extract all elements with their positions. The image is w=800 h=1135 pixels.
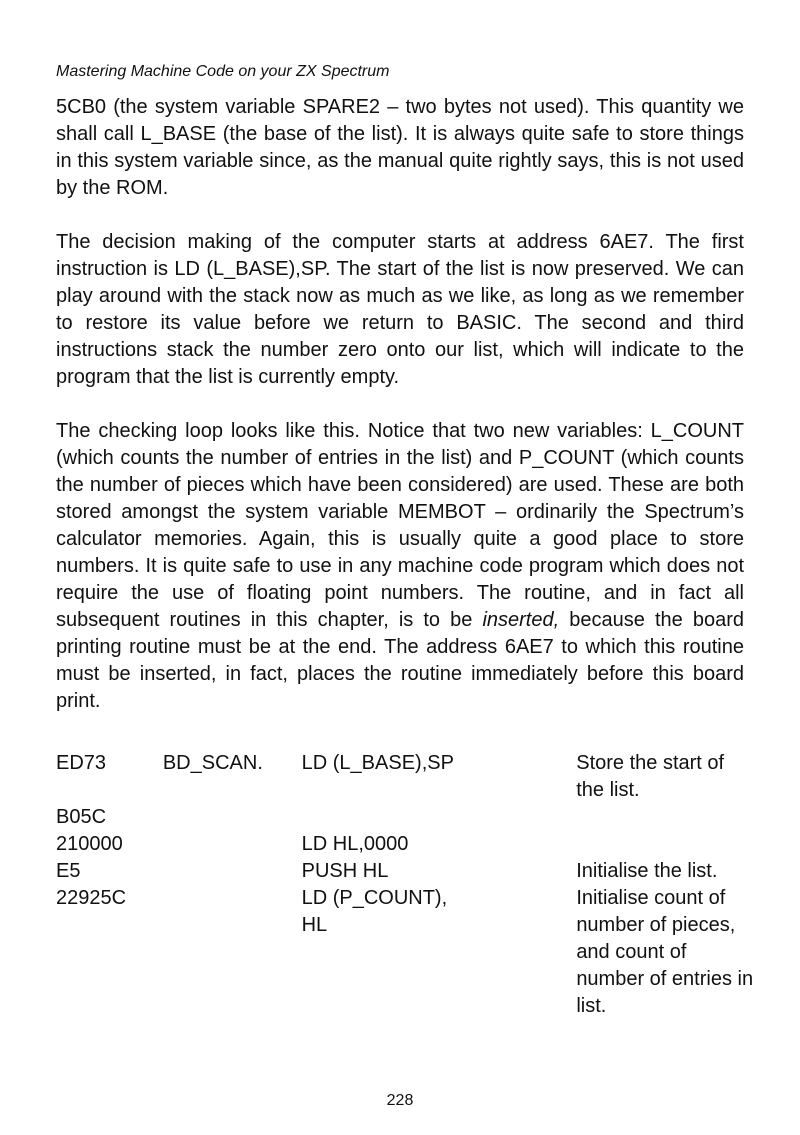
instruction <box>302 804 577 831</box>
hex-code: 210000 <box>56 833 123 855</box>
instruction: LD (P_COUNT), HL <box>301 887 448 936</box>
instruction: LD (L_BASE),SP <box>301 752 454 774</box>
emphasis: inserted, <box>482 609 560 631</box>
text-run: The checking loop looks like this. Notice that two new variables: L_COUNT (which counts the number of entries in the list) and P_COUNT (which counts the number of pieces which have been considered) are used. These are both stored amongst the system variable MEMBOT – ordinarily the Spectrum’s calculator memories. Again, this is usually quite a good place to store numbers. It is quite safe to use in any machine code program which does not require the use of floating point numbers. The routine, and in fact all subsequent routines in this chapter, is to be <box>56 420 744 631</box>
paragraph <box>56 418 744 715</box>
comment: Store the start of the list. <box>576 752 725 801</box>
code-label <box>163 831 302 858</box>
comment: Initialise the list. <box>576 860 718 882</box>
paragraph: The decision making of the computer starts at address 6AE7. The first instruction is LD (L_BASE),SP. The start of the list is now preserved. We can play around with the stack now as much as we like, as long as we remember to restore its value before we return to BASIC. The second and third instructions stack the number zero onto our list, which will indicate to the program that the list is currently empty. <box>56 231 744 388</box>
comment: Initialise count of number of pieces, and count of number of entries in list. <box>576 887 754 1017</box>
paragraph: 5CB0 (the system variable SPARE2 – two bytes not used). This quantity we shall call L_BASE (the base of the list). It is always quite safe to store things in this system variable since, as the manual quite rightly says, this is not used by the ROM. <box>56 96 744 199</box>
text-run: because the board printing routine must be at the end. The address 6AE7 to which this routine must be inserted, in fact, places the routine immediately before this board print. <box>56 609 744 712</box>
code-row <box>56 831 756 858</box>
code-label <box>163 885 302 1020</box>
hex-code: E5 <box>56 860 81 882</box>
page-number: 228 <box>386 1092 414 1109</box>
code-row <box>56 858 756 885</box>
code-row <box>56 750 756 804</box>
code-label: BD_SCAN. <box>162 752 263 774</box>
comment <box>576 804 756 831</box>
body-text <box>56 94 744 742</box>
instruction: PUSH HL <box>301 860 389 882</box>
hex-code: ED73 <box>56 752 107 774</box>
code-row <box>56 885 756 1020</box>
instruction: LD HL,0000 <box>301 833 409 855</box>
hex-code: 22925C <box>56 887 127 909</box>
running-header: Mastering Machine Code on your ZX Spectrum <box>56 63 390 80</box>
code-label <box>163 858 302 885</box>
comment <box>576 831 756 858</box>
hex-code: B05C <box>56 806 107 828</box>
code-row <box>56 804 756 831</box>
code-listing <box>56 750 756 1020</box>
code-label <box>163 804 302 831</box>
